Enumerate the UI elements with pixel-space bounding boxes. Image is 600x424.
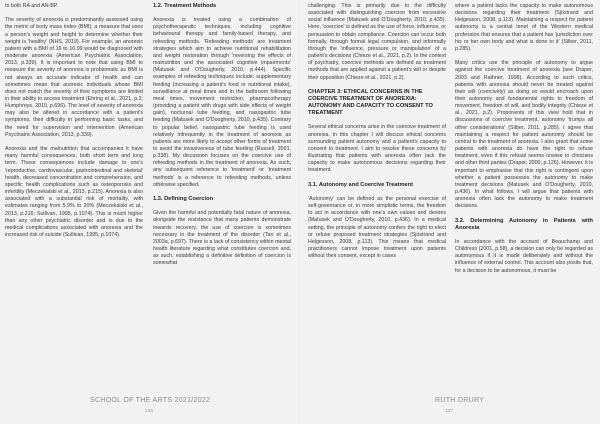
left-column-2 <box>153 3 291 267</box>
paragraph: challenging. This is primarily due to the difficulty associated with distinguishing coercion from excessive social influence (Matusek and O'Dougherty, 2010, p.435). Here, 'coercion' is defined as the use of force, influence, or persuasion to obtain compliance. Coercion can occur both formally, through formal legal compulsion, and informally through the 'influence, pressure or manipulation' of a patient's decisions (Chieze et al., 2021, p.2). In the context of psychiatry, coercive methods are defined as treatment methods that are applied against a patient's will or despite their opposition (Chieze et al., 2021, p.2). <box>308 3 446 81</box>
right-column-2 <box>455 3 593 275</box>
chapter-heading: CHAPTER 3: ETHICAL CONCERNS IN THE COERCIVE TREATMENT OF ANOREXIA: AUTONOMY AND CAPACITY TO CONSENT TO TREATMENT <box>308 88 433 117</box>
paragraph: Anorexia and the malnutrition that accompanies it have many harmful consequences, both short term and long term. These consequences include damage to one's 'reproductive, cardiovascular, gastrointestinal and skeletal' health, decreased concentration and comprehension, and specific health complications such as osteoporosis and infertility (Meczekalski et al., 2013, p.215). Anorexia is also associated with a substantial risk of mortality, with estimates ranging from 5.9% to 20% (Meczekalski et al., 2013, p.216; Sullivan, 1995, p.1074). This is much higher than any other psychiatric disorder and is due to the medical complications associated with anorexia and the increased risk of suicide (Sullivan, 1995, p.1074). <box>5 146 143 238</box>
paragraph: Given the harmful and potentially fatal nature of anorexia, alongside the resistance that many patients demonstrate towards recovery, the use of coercion is sometimes necessary in the treatment of the disorder (Tan et al., 2003a, p.697). There is a lack of consistency within mental health literature regarding what constitutes coercion and, as such, establishing a definitive definition of coercion is somewhat <box>153 210 291 267</box>
right-footer <box>300 396 600 416</box>
paragraph: where a patient lacks the capacity to make autonomous decisions regarding their treatment (Sjöstrand and Helgesson, 2008, p.113). Maintaining a respect for patient autonomy is a central tenet of the Western medical profession that ensures that a patient has 'jurisdiction over his or her own body and what is done to it' (Silber, 2011, p.285). <box>455 3 593 52</box>
paragraph: In accordance with the account of Beauchamp and Childress (2001, p.58), a decision can only be regarded as autonomous if it is made deliberately and without the influence of external control. This account also posits that, for a decision to be autonomous, it must be <box>455 238 593 274</box>
page-number: 137 <box>445 409 454 414</box>
footer-title: SCHOOL OF THE ARTS 2021/2022 <box>90 397 211 404</box>
section-heading-treatment-methods: 1.2. Treatment Methods <box>153 3 217 9</box>
left-footer <box>0 396 300 416</box>
left-column-1 <box>5 3 143 239</box>
section-heading-determining-autonomy: 3.2. Determining Autonomy in Patients with Anorexia <box>455 217 593 231</box>
footer-title: RUTH DRURY <box>435 397 485 404</box>
section-heading-defining-coercion: 1.3. Defining Coercion <box>153 196 214 203</box>
paragraph: Many critics use the principle of autonomy to argue against the coercive treatment of anorexia (see Draper, 2003 and Rathner, 1998). According to such critics, patients with anorexia should never be treated against their will (coercively) as doing so would encroach upon their autonomy and fundamental rights to freedom of movement, freedom of will, and bodily integrity (Chieze et al., 2021, p.2). Proponents of this view hold that in discussions of coercive treatment, autonomy 'trumps all other considerations' (Silber, 2011, p.285). I agree that maintaining a respect for patient autonomy should be central to the treatment of anorexia. I also grant that some patients with anorexia do have the right to refuse treatment, even if this refusal seems unwise to clinicians and other third parties (Draper, 2000, p.126). However, it is important to emphasise that this right is contingent upon whether a patient possesses the autonomy to make treatment decisions (Matusek and O'Dougherty, 2010, p.436). In what follows, I will argue that patients with anorexia often lack the autonomy to make treatment decisions. <box>455 60 593 210</box>
page-number: 136 <box>145 409 154 414</box>
paragraph: The severity of anorexia is predominantly assessed using the metric of body mass index (BMI); a measure that uses a person's weight and height to determine whether their weight is 'healthy' (NHS, 2019). For example, an anorexic patient with a BMI of 16 to 16.99 would be diagnosed with moderate anorexia (American Psychiatric Association, 2013, p.339). It is important to note that using BMI to measure the severity of anorexia is problematic as BMI is not always an accurate indicator of health and can sometimes mean that anorexic individuals whose BMI does not match the severity of their symptoms are limited in their ability to access treatment (Ehring et al., 2021, p.2; Humphreys, 2010, p.696). The level of severity of anorexia may also be altered in accordance with a patient's symptoms, their difficulty in performing basic tasks, and the need for supervision and intervention (American Psychiatric Association, 2013, p.339). <box>5 17 143 138</box>
paragraph: 'Autonomy' can be defined as the personal exercise of self-governance or, in more simplistic terms, the freedom to act in accordance with one's own values and desires (Matusek and O'Dougherty, 2010, p.436). In a medical setting, the principle of autonomy confers the right to elect or refuse proposed treatment strategies (Sjöstrand and Helgesson, 2008, p.113). This means that medical practitioners cannot impose treatment upon patients without their consent, except in cases <box>308 195 446 260</box>
paragraph: Several ethical concerns arise in the coercive treatment of anorexia. In this chapter I will discuss ethical concerns surrounding patient autonomy and a patient's capacity to consent to treatment. I aim to resolve these concerns by illustrating that patients with anorexia often lack the capacity to make autonomous decisions regarding their treatment. <box>308 124 446 174</box>
paragraph: Anorexia is treated using a combination of psychotherapeutic techniques, including cognitive behavioural therapy and family-based therapy, and refeeding methods. 'Refeeding methods' are treatment strategies which aim to achieve nutritional rehabilitation and weight restoration through 'reversing the effects of malnutrition and the associated cognitive impairments' (Matusek and O'Dougherty, 2010, p.444). Specific examples of refeeding techniques include: supplementary feeding (increasing a patient's food or nutritional intake), surveillance at meal times and in the bathroom following meal times, movement restriction, pharmacotherapy (providing a patient with drugs with side effects of weight gain), nocturnal tube feeding, and nasogastric tube feeding (Matusek and O'Dougherty, 2010, p.435). Contrary to popular belief, nasogastric tube feeding is used relatively infrequently in the treatment of anorexia as patients are more likely to accept other forms of treatment to avoid the invasiveness of tube feeding (Russell, 2001, p.338). My discussion focuses on the coercive use of refeeding methods in the treatment of anorexia. As such, any subsequent reference to 'treatment' or 'treatment methods' is a reference to refeeding methods, unless otherwise specified. <box>153 17 291 188</box>
section-heading-autonomy: 3.1. Autonomy and Coercive Treatment <box>308 181 414 188</box>
right-column-1 <box>308 3 446 260</box>
paragraph: to both RA and AN-BP. <box>5 3 59 9</box>
